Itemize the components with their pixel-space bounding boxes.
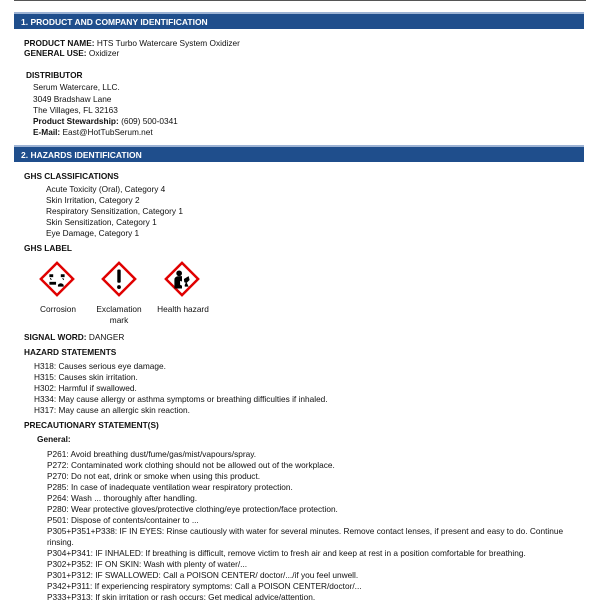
top-rule <box>14 0 586 1</box>
classification-item: Skin Sensitization, Category 1 <box>46 217 157 227</box>
general-use-label: GENERAL USE: <box>24 48 87 58</box>
health-hazard-icon <box>163 260 201 298</box>
stewardship-phone: (609) 500-0341 <box>121 116 178 126</box>
ghs-classifications-label: GHS CLASSIFICATIONS <box>24 171 119 181</box>
precaution-statement: P285: In case of inadequate ventilation wear respiratory protection. <box>47 482 293 492</box>
hazard-statement: H315: Causes skin irritation. <box>34 372 138 382</box>
precaution-statement: P280: Wear protective gloves/protective clothing/eye protection/face protection. <box>47 504 338 514</box>
section-2-header: 2. HAZARDS IDENTIFICATION <box>14 145 584 162</box>
precaution-statement: P304+P341: IF INHALED: If breathing is difficult, remove victim to fresh air and keep at rest in a position comfortable for breathing. <box>47 548 526 558</box>
precaution-statement: P333+P313: If skin irritation or rash occurs: Get medical advice/attention. <box>47 592 316 602</box>
precaution-statement: P305+P351+P338: IF IN EYES: Rinse cautiously with water for several minutes. Remove contact lenses, if present and easy to do. Continue rinsing. <box>47 526 564 547</box>
pictogram-label: Corrosion <box>40 304 76 314</box>
precaution-statement: P302+P352: IF ON SKIN: Wash with plenty of water/... <box>47 559 248 569</box>
signal-word-value: DANGER <box>88 332 125 342</box>
signal-word-label: SIGNAL WORD: <box>24 332 87 342</box>
ghs-label-heading: GHS LABEL <box>24 243 72 253</box>
general-use-row <box>24 48 119 59</box>
hazard-statement: H334: May cause allergy or asthma symptoms or breathing difficulties if inhaled. <box>34 394 328 404</box>
pictogram-label: Exclamation mark <box>96 304 142 325</box>
corrosion-icon <box>38 260 76 298</box>
product-name-value: HTS Turbo Watercare System Oxidizer <box>96 38 240 48</box>
precaution-statement: P264: Wash ... thoroughly after handling. <box>47 493 198 503</box>
pictogram-label: Health hazard <box>157 304 209 314</box>
general-use-value: Oxidizer <box>88 48 120 58</box>
company-name: Serum Watercare, LLC. <box>33 82 120 92</box>
exclamation-mark-icon <box>100 260 138 298</box>
hazard-statements-label: HAZARD STATEMENTS <box>24 347 117 357</box>
precaution-statement: P270: Do not eat, drink or smoke when using this product. <box>47 471 261 481</box>
precaution-statement: P342+P311: If experiencing respiratory symptoms: Call a POISON CENTER/doctor/... <box>47 581 362 591</box>
email-row <box>33 127 153 138</box>
address-line-1: 3049 Bradshaw Lane <box>33 94 112 104</box>
stewardship-label: Product Stewardship: <box>33 116 119 126</box>
hazard-statement: H302: Harmful if swallowed. <box>34 383 137 393</box>
hazard-statement: H318: Causes serious eye damage. <box>34 361 166 371</box>
distributor-label: DISTRIBUTOR <box>26 70 83 80</box>
signal-word-row <box>24 332 124 343</box>
precautionary-label: PRECAUTIONARY STATEMENT(S) <box>24 420 159 430</box>
product-name-label: PRODUCT NAME: <box>24 38 95 48</box>
classification-item: Eye Damage, Category 1 <box>46 228 140 238</box>
classification-item: Acute Toxicity (Oral), Category 4 <box>46 184 166 194</box>
classification-item: Respiratory Sensitization, Category 1 <box>46 206 183 216</box>
hazard-statement: H317: May cause an allergic skin reaction. <box>34 405 190 415</box>
section-1-header: 1. PRODUCT AND COMPANY IDENTIFICATION <box>14 12 584 29</box>
email-value: East@HotTubSerum.net <box>62 127 153 137</box>
email-label: E-Mail: <box>33 127 61 137</box>
address-line-2: The Villages, FL 32163 <box>33 105 118 115</box>
classification-item: Skin Irritation, Category 2 <box>46 195 140 205</box>
precaution-statement: P272: Contaminated work clothing should not be allowed out of the workplace. <box>47 460 335 470</box>
precaution-statement: P301+P312: IF SWALLOWED: Call a POISON CENTER/ doctor/.../if you feel unwell. <box>47 570 359 580</box>
precaution-statement: P501: Dispose of contents/container to ... <box>47 515 199 525</box>
precaution-statement: P261: Avoid breathing dust/fume/gas/mist/vapours/spray. <box>47 449 257 459</box>
general-label: General: <box>37 434 71 444</box>
stewardship-row <box>33 116 178 127</box>
